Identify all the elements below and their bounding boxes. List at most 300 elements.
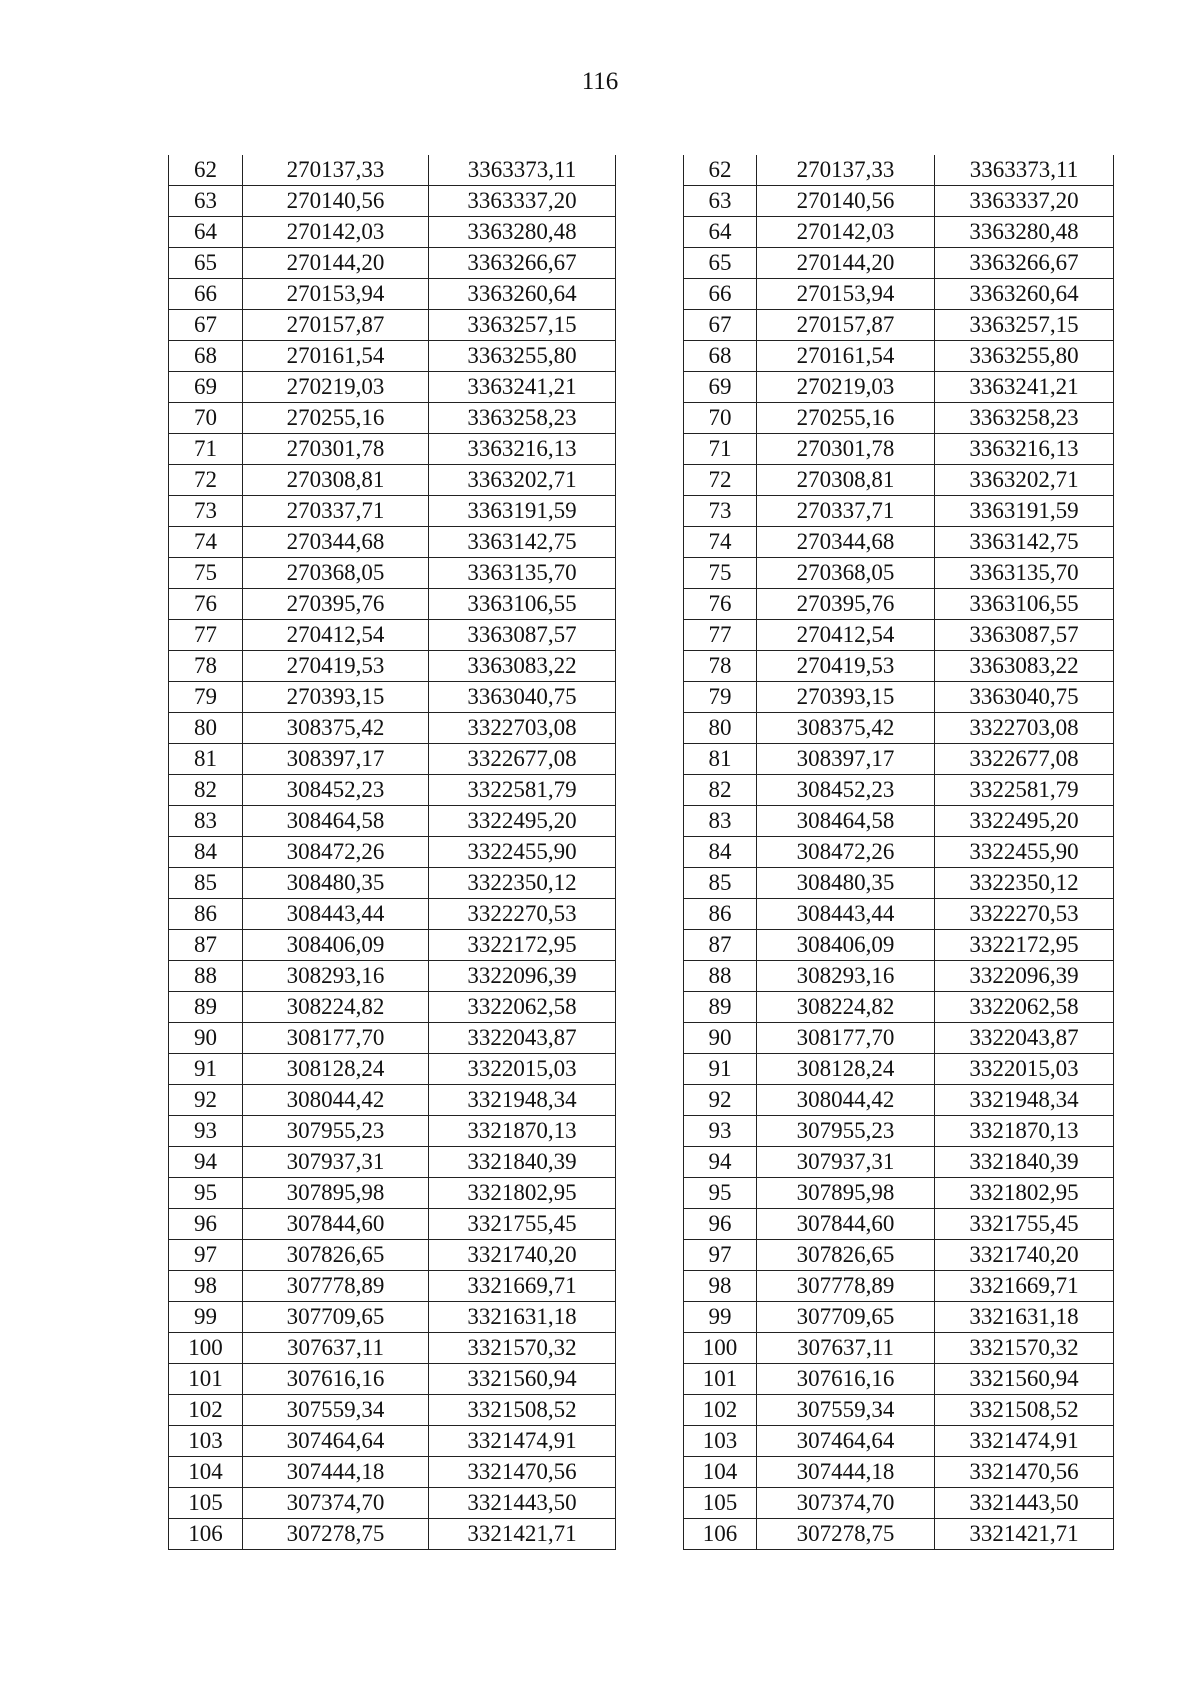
y-coordinate-cell: 3322015,03 xyxy=(429,1054,616,1085)
point-number-cell: 98 xyxy=(169,1271,243,1302)
table-row xyxy=(684,527,1114,558)
x-coordinate-cell: 270395,76 xyxy=(243,589,429,620)
x-coordinate-cell: 307637,11 xyxy=(243,1333,429,1364)
y-coordinate-cell: 3363142,75 xyxy=(429,527,616,558)
point-number-cell: 101 xyxy=(169,1364,243,1395)
table-row xyxy=(684,217,1114,248)
y-coordinate-cell: 3363258,23 xyxy=(935,403,1114,434)
point-number-cell: 105 xyxy=(684,1488,757,1519)
point-number-cell: 106 xyxy=(169,1519,243,1550)
point-number-cell: 65 xyxy=(684,248,757,279)
point-number-cell: 98 xyxy=(684,1271,757,1302)
x-coordinate-cell: 308452,23 xyxy=(243,775,429,806)
x-coordinate-cell: 307955,23 xyxy=(757,1116,935,1147)
y-coordinate-cell: 3363202,71 xyxy=(935,465,1114,496)
point-number-cell: 97 xyxy=(169,1240,243,1271)
y-coordinate-cell: 3321570,32 xyxy=(429,1333,616,1364)
x-coordinate-cell: 270255,16 xyxy=(243,403,429,434)
x-coordinate-cell: 307895,98 xyxy=(757,1178,935,1209)
y-coordinate-cell: 3363255,80 xyxy=(429,341,616,372)
y-coordinate-cell: 3363135,70 xyxy=(429,558,616,589)
y-coordinate-cell: 3363040,75 xyxy=(935,682,1114,713)
x-coordinate-cell: 307778,89 xyxy=(243,1271,429,1302)
y-coordinate-cell: 3363337,20 xyxy=(429,186,616,217)
x-coordinate-cell: 307559,34 xyxy=(243,1395,429,1426)
table-row xyxy=(169,899,616,930)
table-row xyxy=(169,496,616,527)
table-row xyxy=(684,341,1114,372)
point-number-cell: 75 xyxy=(684,558,757,589)
y-coordinate-cell: 3322062,58 xyxy=(935,992,1114,1023)
x-coordinate-cell: 270412,54 xyxy=(243,620,429,651)
table-row xyxy=(169,434,616,465)
point-number-cell: 95 xyxy=(169,1178,243,1209)
x-coordinate-cell: 308128,24 xyxy=(243,1054,429,1085)
table-row xyxy=(169,1240,616,1271)
table-row xyxy=(169,1426,616,1457)
table-row xyxy=(169,1147,616,1178)
y-coordinate-cell: 3321840,39 xyxy=(935,1147,1114,1178)
y-coordinate-cell: 3322581,79 xyxy=(429,775,616,806)
y-coordinate-cell: 3363257,15 xyxy=(935,310,1114,341)
x-coordinate-cell: 270137,33 xyxy=(757,155,935,186)
point-number-cell: 96 xyxy=(684,1209,757,1240)
y-coordinate-cell: 3322495,20 xyxy=(935,806,1114,837)
x-coordinate-cell: 270393,15 xyxy=(757,682,935,713)
table-row xyxy=(169,186,616,217)
x-coordinate-cell: 307559,34 xyxy=(757,1395,935,1426)
y-coordinate-cell: 3363216,13 xyxy=(935,434,1114,465)
x-coordinate-cell: 308472,26 xyxy=(243,837,429,868)
point-number-cell: 69 xyxy=(684,372,757,403)
point-number-cell: 68 xyxy=(169,341,243,372)
table-row xyxy=(684,403,1114,434)
table-row xyxy=(684,1395,1114,1426)
point-number-cell: 96 xyxy=(169,1209,243,1240)
x-coordinate-cell: 308044,42 xyxy=(757,1085,935,1116)
y-coordinate-cell: 3322270,53 xyxy=(935,899,1114,930)
point-number-cell: 74 xyxy=(169,527,243,558)
table-row xyxy=(684,868,1114,899)
table-row xyxy=(169,868,616,899)
x-coordinate-cell: 270140,56 xyxy=(243,186,429,217)
point-number-cell: 78 xyxy=(684,651,757,682)
y-coordinate-cell: 3363266,67 xyxy=(935,248,1114,279)
point-number-cell: 78 xyxy=(169,651,243,682)
table-row xyxy=(169,1395,616,1426)
table-row xyxy=(684,651,1114,682)
point-number-cell: 80 xyxy=(169,713,243,744)
table-row xyxy=(169,744,616,775)
x-coordinate-cell: 307895,98 xyxy=(243,1178,429,1209)
table-row xyxy=(169,1364,616,1395)
x-coordinate-cell: 270301,78 xyxy=(757,434,935,465)
x-coordinate-cell: 308224,82 xyxy=(243,992,429,1023)
y-coordinate-cell: 3322096,39 xyxy=(429,961,616,992)
table-row xyxy=(684,1209,1114,1240)
x-coordinate-cell: 308480,35 xyxy=(757,868,935,899)
point-number-cell: 73 xyxy=(684,496,757,527)
point-number-cell: 99 xyxy=(169,1302,243,1333)
y-coordinate-cell: 3363241,21 xyxy=(429,372,616,403)
point-number-cell: 84 xyxy=(684,837,757,868)
x-coordinate-cell: 270153,94 xyxy=(757,279,935,310)
y-coordinate-cell: 3322350,12 xyxy=(429,868,616,899)
table-row xyxy=(169,279,616,310)
x-coordinate-cell: 308480,35 xyxy=(243,868,429,899)
table-row xyxy=(169,620,616,651)
table-row xyxy=(684,620,1114,651)
point-number-cell: 81 xyxy=(169,744,243,775)
table-row xyxy=(169,930,616,961)
table-row xyxy=(684,496,1114,527)
table-row xyxy=(684,1023,1114,1054)
table-row xyxy=(169,1178,616,1209)
x-coordinate-cell: 270308,81 xyxy=(757,465,935,496)
y-coordinate-cell: 3321669,71 xyxy=(429,1271,616,1302)
table-row xyxy=(684,1519,1114,1550)
x-coordinate-cell: 307374,70 xyxy=(757,1488,935,1519)
table-row xyxy=(169,651,616,682)
point-number-cell: 72 xyxy=(169,465,243,496)
table-row xyxy=(169,1302,616,1333)
x-coordinate-cell: 307826,65 xyxy=(243,1240,429,1271)
table-row xyxy=(684,558,1114,589)
x-coordinate-cell: 308293,16 xyxy=(243,961,429,992)
point-number-cell: 71 xyxy=(169,434,243,465)
x-coordinate-cell: 270308,81 xyxy=(243,465,429,496)
table-row xyxy=(169,403,616,434)
y-coordinate-cell: 3363241,21 xyxy=(935,372,1114,403)
y-coordinate-cell: 3322677,08 xyxy=(935,744,1114,775)
point-number-cell: 79 xyxy=(684,682,757,713)
y-coordinate-cell: 3321421,71 xyxy=(429,1519,616,1550)
point-number-cell: 91 xyxy=(684,1054,757,1085)
point-number-cell: 90 xyxy=(684,1023,757,1054)
table-row xyxy=(684,806,1114,837)
table-row xyxy=(169,1209,616,1240)
table-row xyxy=(684,1085,1114,1116)
point-number-cell: 73 xyxy=(169,496,243,527)
x-coordinate-cell: 307826,65 xyxy=(757,1240,935,1271)
y-coordinate-cell: 3321470,56 xyxy=(429,1457,616,1488)
point-number-cell: 97 xyxy=(684,1240,757,1271)
y-coordinate-cell: 3322703,08 xyxy=(935,713,1114,744)
x-coordinate-cell: 270419,53 xyxy=(757,651,935,682)
table-row xyxy=(169,1085,616,1116)
y-coordinate-cell: 3321948,34 xyxy=(429,1085,616,1116)
y-coordinate-cell: 3321740,20 xyxy=(935,1240,1114,1271)
point-number-cell: 100 xyxy=(169,1333,243,1364)
y-coordinate-cell: 3321421,71 xyxy=(935,1519,1114,1550)
x-coordinate-cell: 308128,24 xyxy=(757,1054,935,1085)
point-number-cell: 64 xyxy=(684,217,757,248)
x-coordinate-cell: 308397,17 xyxy=(243,744,429,775)
table-row xyxy=(684,1364,1114,1395)
point-number-cell: 77 xyxy=(684,620,757,651)
y-coordinate-cell: 3322455,90 xyxy=(429,837,616,868)
point-number-cell: 85 xyxy=(169,868,243,899)
point-number-cell: 89 xyxy=(684,992,757,1023)
y-coordinate-cell: 3322455,90 xyxy=(935,837,1114,868)
y-coordinate-cell: 3321474,91 xyxy=(935,1426,1114,1457)
point-number-cell: 62 xyxy=(684,155,757,186)
point-number-cell: 91 xyxy=(169,1054,243,1085)
table-row xyxy=(684,1302,1114,1333)
table-row xyxy=(684,744,1114,775)
x-coordinate-cell: 308177,70 xyxy=(757,1023,935,1054)
table-row xyxy=(684,775,1114,806)
table-row xyxy=(684,713,1114,744)
point-number-cell: 62 xyxy=(169,155,243,186)
table-row xyxy=(684,1147,1114,1178)
table-row xyxy=(169,992,616,1023)
table-row xyxy=(684,1457,1114,1488)
y-coordinate-cell: 3322495,20 xyxy=(429,806,616,837)
x-coordinate-cell: 270219,03 xyxy=(243,372,429,403)
point-number-cell: 85 xyxy=(684,868,757,899)
x-coordinate-cell: 307937,31 xyxy=(757,1147,935,1178)
table-row xyxy=(684,899,1114,930)
point-number-cell: 94 xyxy=(169,1147,243,1178)
table-row xyxy=(169,310,616,341)
x-coordinate-cell: 308375,42 xyxy=(757,713,935,744)
x-coordinate-cell: 270219,03 xyxy=(757,372,935,403)
x-coordinate-cell: 308044,42 xyxy=(243,1085,429,1116)
y-coordinate-cell: 3321755,45 xyxy=(429,1209,616,1240)
point-number-cell: 86 xyxy=(169,899,243,930)
x-coordinate-cell: 270301,78 xyxy=(243,434,429,465)
table-row xyxy=(684,186,1114,217)
table-row xyxy=(684,279,1114,310)
point-number-cell: 90 xyxy=(169,1023,243,1054)
x-coordinate-cell: 307616,16 xyxy=(757,1364,935,1395)
y-coordinate-cell: 3321560,94 xyxy=(429,1364,616,1395)
point-number-cell: 70 xyxy=(169,403,243,434)
y-coordinate-cell: 3363258,23 xyxy=(429,403,616,434)
table-row xyxy=(169,775,616,806)
point-number-cell: 63 xyxy=(169,186,243,217)
point-number-cell: 87 xyxy=(169,930,243,961)
point-number-cell: 88 xyxy=(169,961,243,992)
x-coordinate-cell: 270368,05 xyxy=(757,558,935,589)
y-coordinate-cell: 3363255,80 xyxy=(935,341,1114,372)
x-coordinate-cell: 307616,16 xyxy=(243,1364,429,1395)
point-number-cell: 102 xyxy=(169,1395,243,1426)
point-number-cell: 92 xyxy=(684,1085,757,1116)
table-row xyxy=(684,372,1114,403)
point-number-cell: 93 xyxy=(169,1116,243,1147)
point-number-cell: 86 xyxy=(684,899,757,930)
y-coordinate-cell: 3363373,11 xyxy=(935,155,1114,186)
table-row xyxy=(169,837,616,868)
x-coordinate-cell: 307709,65 xyxy=(243,1302,429,1333)
table-row xyxy=(684,1240,1114,1271)
point-number-cell: 64 xyxy=(169,217,243,248)
y-coordinate-cell: 3322581,79 xyxy=(935,775,1114,806)
y-coordinate-cell: 3321508,52 xyxy=(935,1395,1114,1426)
point-number-cell: 88 xyxy=(684,961,757,992)
x-coordinate-cell: 270142,03 xyxy=(243,217,429,248)
table-row xyxy=(169,558,616,589)
y-coordinate-cell: 3363191,59 xyxy=(429,496,616,527)
x-coordinate-cell: 270337,71 xyxy=(243,496,429,527)
table-row xyxy=(169,1023,616,1054)
point-number-cell: 100 xyxy=(684,1333,757,1364)
table-row xyxy=(684,1426,1114,1457)
point-number-cell: 66 xyxy=(169,279,243,310)
x-coordinate-cell: 307844,60 xyxy=(243,1209,429,1240)
y-coordinate-cell: 3363257,15 xyxy=(429,310,616,341)
point-number-cell: 99 xyxy=(684,1302,757,1333)
x-coordinate-cell: 308375,42 xyxy=(243,713,429,744)
table-row xyxy=(169,1457,616,1488)
point-number-cell: 103 xyxy=(169,1426,243,1457)
table-row xyxy=(684,1271,1114,1302)
x-coordinate-cell: 308443,44 xyxy=(757,899,935,930)
table-row xyxy=(684,837,1114,868)
x-coordinate-cell: 308293,16 xyxy=(757,961,935,992)
y-coordinate-cell: 3321948,34 xyxy=(935,1085,1114,1116)
table-row xyxy=(684,1054,1114,1085)
table-row xyxy=(169,372,616,403)
x-coordinate-cell: 270412,54 xyxy=(757,620,935,651)
table-row xyxy=(684,248,1114,279)
y-coordinate-cell: 3322677,08 xyxy=(429,744,616,775)
x-coordinate-cell: 308464,58 xyxy=(757,806,935,837)
x-coordinate-cell: 270344,68 xyxy=(757,527,935,558)
y-coordinate-cell: 3322015,03 xyxy=(935,1054,1114,1085)
x-coordinate-cell: 270144,20 xyxy=(243,248,429,279)
table-row xyxy=(169,589,616,620)
y-coordinate-cell: 3363216,13 xyxy=(429,434,616,465)
y-coordinate-cell: 3363106,55 xyxy=(935,589,1114,620)
coordinates-table-right xyxy=(683,155,1114,1550)
y-coordinate-cell: 3321470,56 xyxy=(935,1457,1114,1488)
table-row xyxy=(684,961,1114,992)
x-coordinate-cell: 307444,18 xyxy=(243,1457,429,1488)
y-coordinate-cell: 3321631,18 xyxy=(935,1302,1114,1333)
table-row xyxy=(684,1116,1114,1147)
table-row xyxy=(169,217,616,248)
point-number-cell: 77 xyxy=(169,620,243,651)
y-coordinate-cell: 3322062,58 xyxy=(429,992,616,1023)
y-coordinate-cell: 3322270,53 xyxy=(429,899,616,930)
x-coordinate-cell: 270161,54 xyxy=(243,341,429,372)
x-coordinate-cell: 270153,94 xyxy=(243,279,429,310)
y-coordinate-cell: 3321443,50 xyxy=(935,1488,1114,1519)
point-number-cell: 87 xyxy=(684,930,757,961)
y-coordinate-cell: 3321560,94 xyxy=(935,1364,1114,1395)
point-number-cell: 102 xyxy=(684,1395,757,1426)
x-coordinate-cell: 307278,75 xyxy=(243,1519,429,1550)
point-number-cell: 92 xyxy=(169,1085,243,1116)
point-number-cell: 76 xyxy=(169,589,243,620)
x-coordinate-cell: 308397,17 xyxy=(757,744,935,775)
point-number-cell: 70 xyxy=(684,403,757,434)
y-coordinate-cell: 3322172,95 xyxy=(935,930,1114,961)
table-row xyxy=(169,1054,616,1085)
point-number-cell: 71 xyxy=(684,434,757,465)
y-coordinate-cell: 3321443,50 xyxy=(429,1488,616,1519)
point-number-cell: 82 xyxy=(684,775,757,806)
x-coordinate-cell: 270344,68 xyxy=(243,527,429,558)
y-coordinate-cell: 3363106,55 xyxy=(429,589,616,620)
y-coordinate-cell: 3363280,48 xyxy=(429,217,616,248)
point-number-cell: 82 xyxy=(169,775,243,806)
y-coordinate-cell: 3321570,32 xyxy=(935,1333,1114,1364)
x-coordinate-cell: 308224,82 xyxy=(757,992,935,1023)
table-row xyxy=(169,248,616,279)
table-row xyxy=(169,527,616,558)
y-coordinate-cell: 3363135,70 xyxy=(935,558,1114,589)
x-coordinate-cell: 307278,75 xyxy=(757,1519,935,1550)
point-number-cell: 89 xyxy=(169,992,243,1023)
x-coordinate-cell: 307464,64 xyxy=(757,1426,935,1457)
point-number-cell: 72 xyxy=(684,465,757,496)
y-coordinate-cell: 3363191,59 xyxy=(935,496,1114,527)
y-coordinate-cell: 3322350,12 xyxy=(935,868,1114,899)
point-number-cell: 104 xyxy=(684,1457,757,1488)
table-row xyxy=(684,310,1114,341)
x-coordinate-cell: 307637,11 xyxy=(757,1333,935,1364)
x-coordinate-cell: 270393,15 xyxy=(243,682,429,713)
table-row xyxy=(684,434,1114,465)
y-coordinate-cell: 3321755,45 xyxy=(935,1209,1114,1240)
y-coordinate-cell: 3321802,95 xyxy=(935,1178,1114,1209)
table-row xyxy=(169,1488,616,1519)
point-number-cell: 63 xyxy=(684,186,757,217)
point-number-cell: 103 xyxy=(684,1426,757,1457)
x-coordinate-cell: 308443,44 xyxy=(243,899,429,930)
table-row xyxy=(169,155,616,186)
x-coordinate-cell: 308177,70 xyxy=(243,1023,429,1054)
table-row xyxy=(169,465,616,496)
page-number: 116 xyxy=(581,68,619,95)
table-row xyxy=(169,961,616,992)
table-row xyxy=(684,930,1114,961)
point-number-cell: 81 xyxy=(684,744,757,775)
y-coordinate-cell: 3363202,71 xyxy=(429,465,616,496)
table-row xyxy=(169,1271,616,1302)
x-coordinate-cell: 270161,54 xyxy=(757,341,935,372)
x-coordinate-cell: 270157,87 xyxy=(243,310,429,341)
y-coordinate-cell: 3321802,95 xyxy=(429,1178,616,1209)
x-coordinate-cell: 308452,23 xyxy=(757,775,935,806)
y-coordinate-cell: 3321474,91 xyxy=(429,1426,616,1457)
table-row xyxy=(169,1519,616,1550)
table-row xyxy=(169,1333,616,1364)
point-number-cell: 76 xyxy=(684,589,757,620)
point-number-cell: 83 xyxy=(684,806,757,837)
x-coordinate-cell: 308406,09 xyxy=(757,930,935,961)
table-row xyxy=(684,1333,1114,1364)
x-coordinate-cell: 270140,56 xyxy=(757,186,935,217)
point-number-cell: 84 xyxy=(169,837,243,868)
x-coordinate-cell: 270395,76 xyxy=(757,589,935,620)
point-number-cell: 104 xyxy=(169,1457,243,1488)
table-row xyxy=(684,155,1114,186)
point-number-cell: 101 xyxy=(684,1364,757,1395)
point-number-cell: 95 xyxy=(684,1178,757,1209)
point-number-cell: 75 xyxy=(169,558,243,589)
y-coordinate-cell: 3363337,20 xyxy=(935,186,1114,217)
x-coordinate-cell: 307955,23 xyxy=(243,1116,429,1147)
y-coordinate-cell: 3363280,48 xyxy=(935,217,1114,248)
table-row xyxy=(684,465,1114,496)
table-row xyxy=(684,1488,1114,1519)
y-coordinate-cell: 3322703,08 xyxy=(429,713,616,744)
